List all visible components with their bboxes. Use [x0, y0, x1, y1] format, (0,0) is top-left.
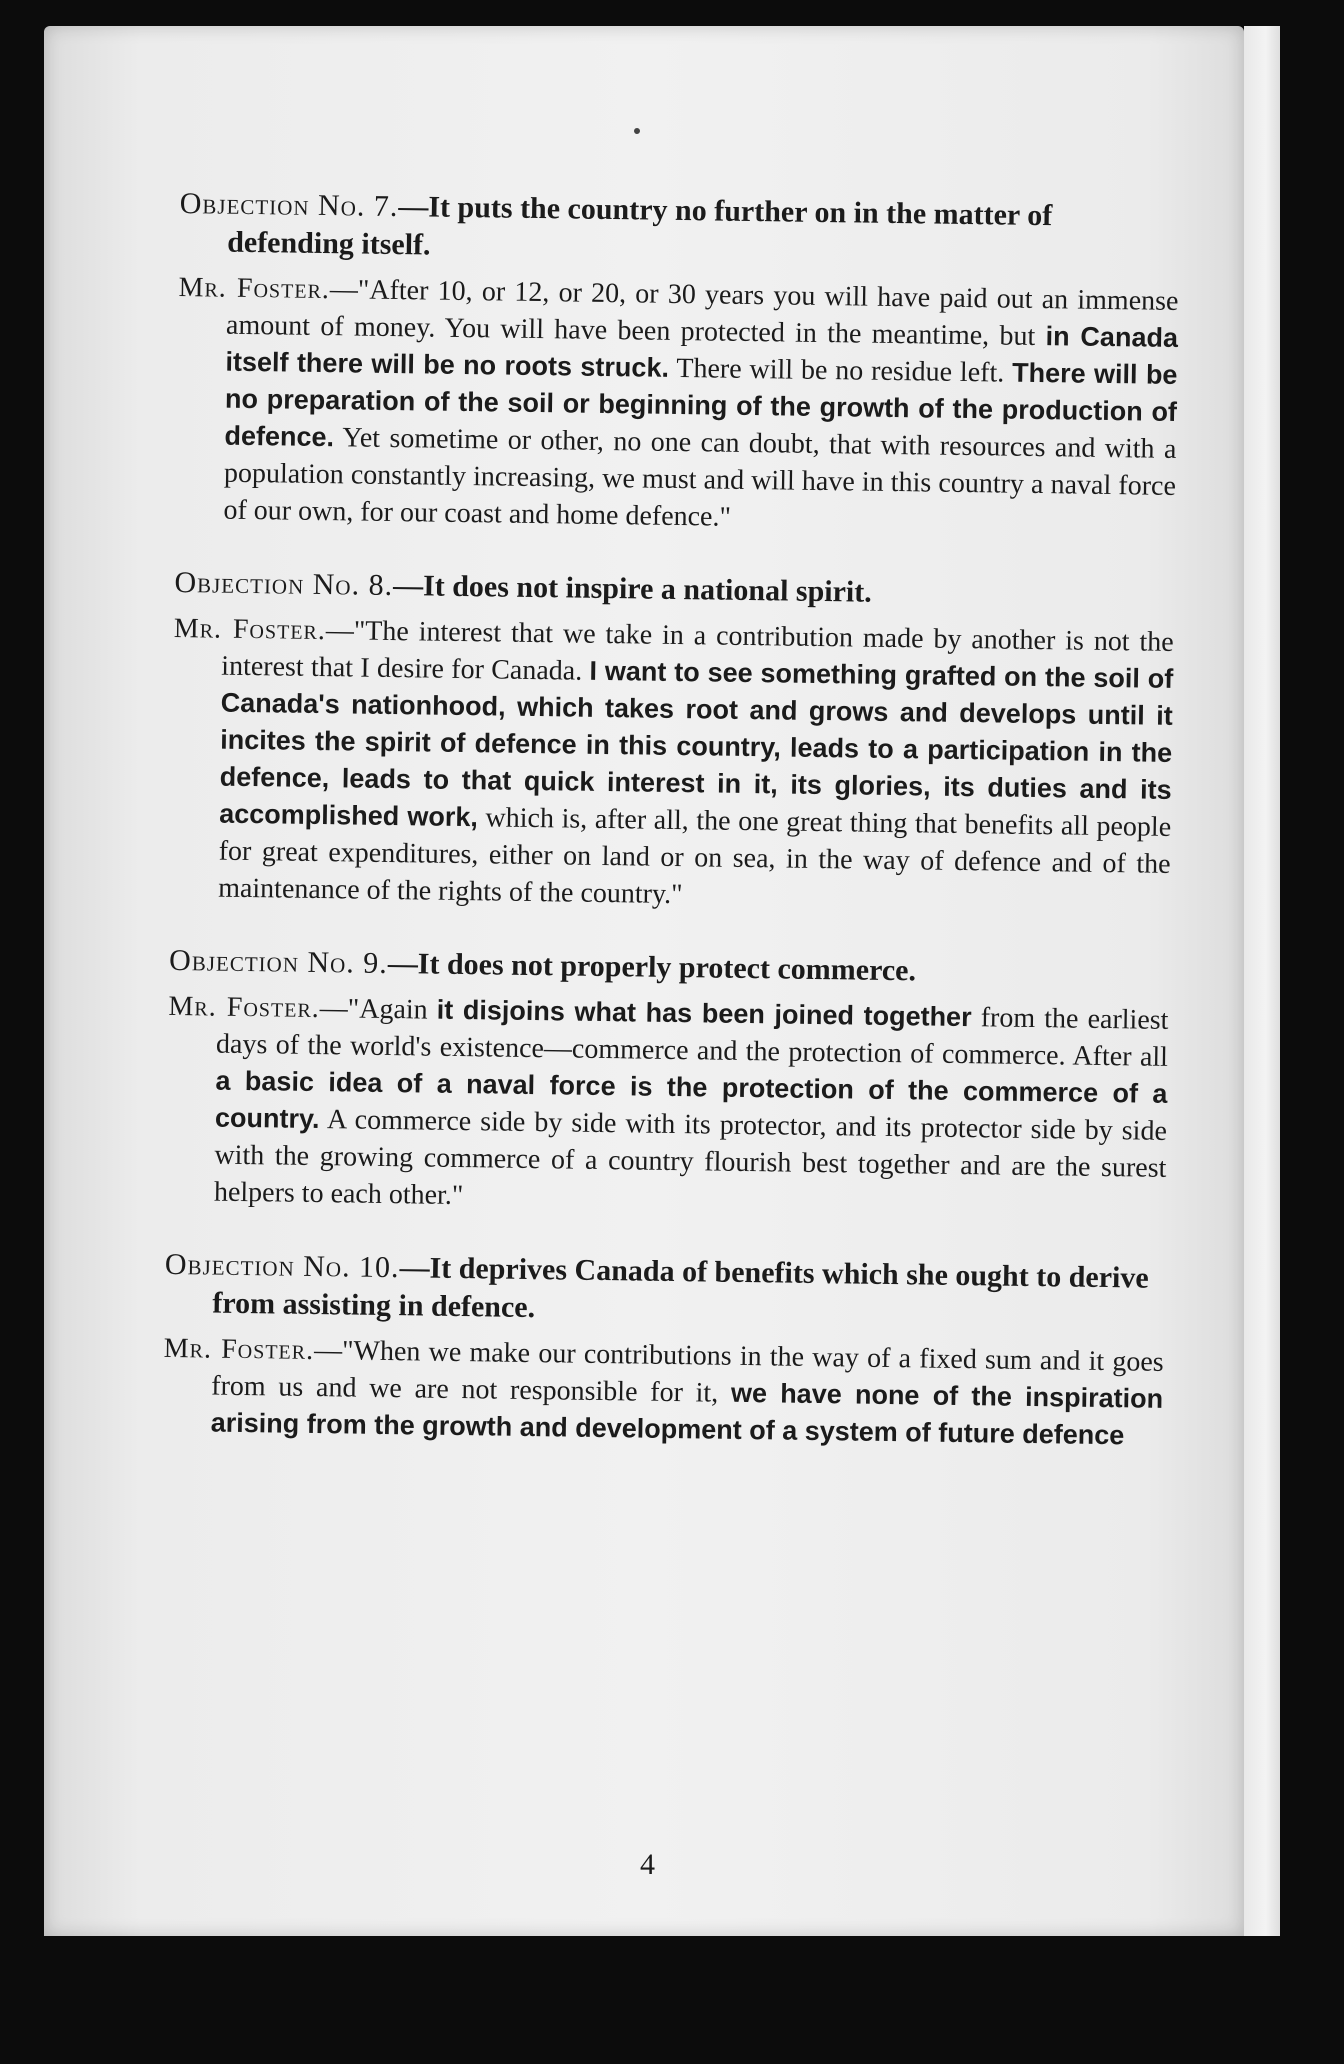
objection-label: Objection No. 9. [168, 943, 389, 980]
emphasized-text: in Canada itself there will be no roots struck. [225, 321, 1179, 383]
objection-section [175, 185, 1180, 542]
objection-label: Objection No. 10. [164, 1247, 400, 1285]
quote-text: There will be no residue left. [668, 352, 1013, 389]
objection-title: —It deprives Canada of benefits which she ought to derive from assisting in defence. [212, 1251, 1149, 1325]
objection-heading [169, 942, 1169, 994]
quote-text: which is, after all, the one great thing that benefits all people for great expenditures, either on land or on sea, in the way of defence and of the maintenance of the rights of the country." [217, 802, 1172, 911]
speaker-name: Mr. Foster. [163, 1332, 315, 1366]
emphasized-text: There will be no preparation of the soil or beginning of the growth of the production of defence. [224, 357, 1178, 453]
emphasized-text: a basic idea of a naval force is the protection of the commerce of a country. [214, 1065, 1168, 1135]
quote-text: —"Again [319, 993, 438, 1026]
foster-quote [170, 610, 1174, 920]
emphasized-text: we have none of the inspiration arising from the growth and development of a system of future defence [210, 1377, 1164, 1451]
page-body [162, 185, 1180, 1491]
emphasized-text: it disjoins what has been joined together [436, 994, 972, 1033]
objection-title: —It does not properly protect commerce. [387, 946, 917, 988]
quote-text: —"After 10, or 12, or 20, or 30 years you will have paid out an immense amount of money. You will have been protected in the meantime, but [225, 274, 1179, 353]
objection-section [162, 1246, 1165, 1455]
objection-label: Objection No. 8. [174, 565, 394, 603]
adjacent-page-edge [1244, 26, 1280, 1936]
speaker-name: Mr. Foster. [173, 612, 327, 647]
quote-text: —"When we make our contributions in the way of a fixed sum and it goes from us and we are not responsible for it, [211, 1334, 1164, 1409]
objection-heading [179, 185, 1180, 275]
quote-text: from the earliest days of the world's existence—commerce and the protection of commerce. After all [215, 1002, 1169, 1073]
page-number: 4 [640, 1848, 655, 1881]
quote-text: A commerce side by side with its protector, and its protector side by side with the growing commerce of a country flourish best together and are the surest helpers to each other." [213, 1104, 1168, 1212]
objection-title: —It does not inspire a national spirit. [392, 569, 872, 609]
speaker-name: Mr. Foster. [168, 990, 321, 1025]
objection-heading [164, 1246, 1165, 1336]
speaker-name: Mr. Foster. [178, 271, 331, 306]
objection-section [166, 942, 1170, 1224]
foster-quote [175, 269, 1179, 542]
quote-text: —"The interest that we take in a contribution made by another is not the interest that I desire for Canada. [221, 615, 1174, 687]
objection-label: Objection No. 7. [179, 186, 399, 224]
quote-text: Yet sometime or other, no one can doubt, that with resources and with a population constantly increasing, we must and will have in this country a naval force of our own, for our coast and home defence." [223, 422, 1177, 533]
objection-title: —It puts the country no further on in the matter of defending itself. [226, 190, 1053, 262]
foster-quote [166, 988, 1169, 1224]
foster-quote [162, 1330, 1163, 1455]
objection-heading [174, 564, 1174, 616]
emphasized-text: I want to see something grafted on the soil of Canada's nationhood, which takes root and grows and develops until it incites the spirit of defence in this country, leads to a participation in the defence, leads to that quick interest in it, its glories, its duties and its accomplished work, [219, 655, 1174, 833]
objection-section [170, 564, 1175, 920]
ink-speck [634, 128, 640, 134]
